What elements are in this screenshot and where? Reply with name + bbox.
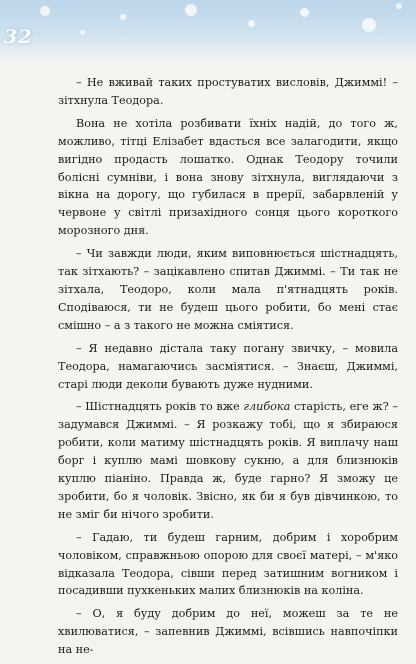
paragraph: – Чи завжди люди, яким виповнюється шістнадцять, так зітхають? – зацікавлено спитав Джиммі. – Ти так не зітхала, Теодоро, коли мала п'ятнадцять років. Сподіваюся, ти не будеш цього робити, бо мені стає смішно – а з такого не можна сміятися.: [58, 247, 398, 332]
snowflake-decoration: [248, 20, 255, 27]
snowflake-decoration: [396, 3, 402, 9]
paragraph: – Гадаю, ти будеш гарним, добрим і хоробрим чоловіком, справжньою опорою для своєї матері, – м'яко відказала Теодора, сівши перед затишним вогником і посадивши пухкеньких малих близнюків на коліна.: [58, 530, 398, 598]
paragraph-text: старість, еге ж? – задумався Джиммі. – Я розкажу тобі, що я збираюся робити, коли матиму шістнадцять років. Я виплачу наш борг і куплю мамі шовкову сукню, а для близнюків куплю піаніно. Правда ж, буде гарно? Я зможу це зробити, бо я чоловік. Звісно, як би я був дівчинкою, то не зміг би нічого зробити.: [58, 400, 398, 521]
paragraph: – Не вживай таких простуватих висловів, Джиммі! – зітхнула Теодора.: [58, 76, 398, 107]
paragraph: – О, я буду добрим до неї, можеш за те не хвилюватися, – запевнив Джиммі, всівшись навпочіпки на не-: [58, 607, 398, 657]
snowflake-decoration: [120, 14, 126, 20]
paragraph-text: – Шістнадцять років то вже: [76, 400, 244, 414]
snowflake-decoration: [300, 8, 309, 17]
snowflake-decoration: [362, 18, 376, 32]
paragraph: [58, 398, 398, 523]
body-text: [58, 74, 398, 664]
paragraph: – Я недавно дістала таку погану звичку, – мовила Теодора, намагаючись засміятися. – Знаєш, Джиммі, старі люди деколи бувають дуже нудними.: [58, 341, 398, 391]
snowflake-decoration: [80, 30, 85, 35]
emphasized-word: глибока: [243, 400, 291, 414]
header-decoration: [0, 0, 416, 62]
page-number: 32: [4, 26, 33, 48]
snowflake-decoration: [40, 6, 50, 16]
snowflake-decoration: [185, 4, 197, 16]
paragraph: Вона не хотіла розбивати їхніх надій, до того ж, можливо, тітці Елізабет вдасться все залагодити, якщо вигідно продасть лошатко. Однак Теодору точили болісні сумніви, і вона знову зітхнула, виглядаючи з вікна на дорогу, що губилася в прерії, забарвленій у червоне у світлі призахідного сонця цього короткого морозного дня.: [58, 116, 398, 238]
